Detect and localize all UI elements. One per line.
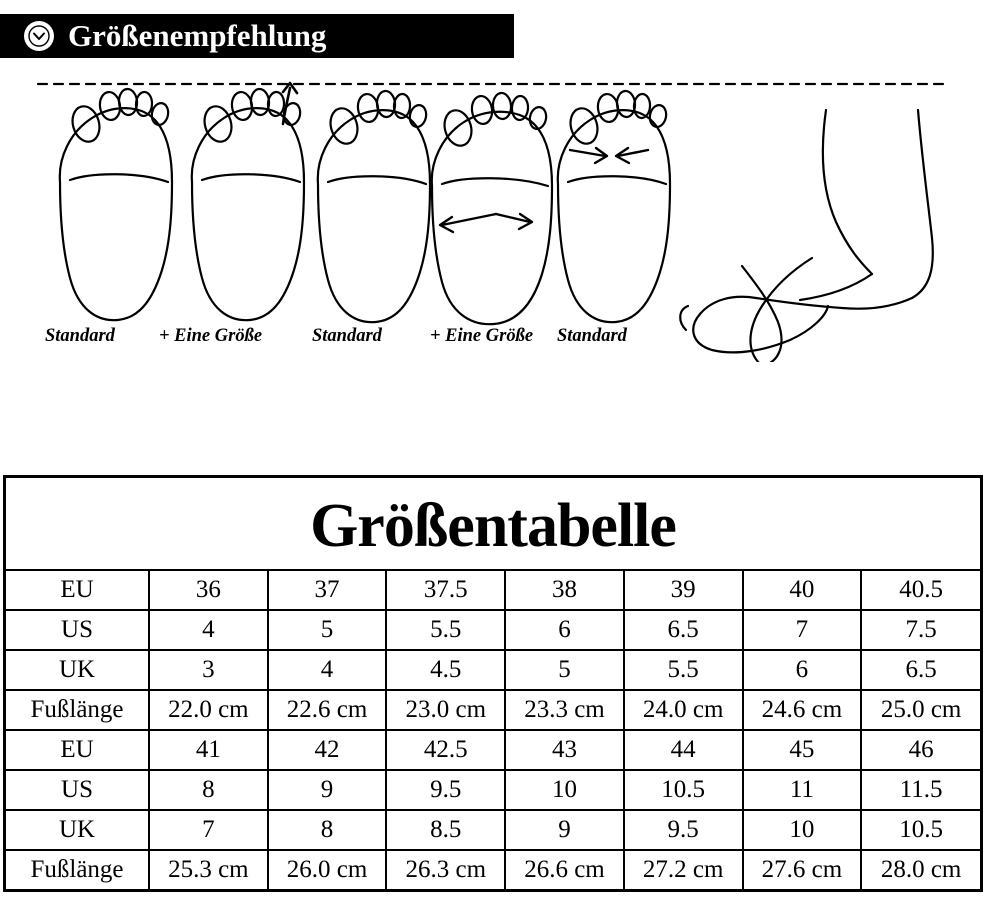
table-cell: 3	[149, 650, 268, 690]
section-header-bar	[0, 14, 514, 58]
table-cell: 22.0 cm	[149, 690, 268, 730]
table-cell: 28.0 cm	[861, 850, 980, 889]
table-cell: 27.2 cm	[624, 850, 743, 889]
table-cell: 38	[505, 570, 624, 610]
caption-standard-1: Standard	[45, 326, 115, 346]
size-chart-title: Größentabelle	[310, 492, 676, 560]
caption-standard-3: Standard	[557, 326, 627, 346]
table-cell: 41	[149, 730, 268, 770]
foot-side-profile	[680, 110, 933, 362]
foot-sole-outline-5	[558, 90, 670, 322]
table-cell: 4	[149, 610, 268, 650]
table-cell: 37.5	[386, 570, 505, 610]
table-cell: 4.5	[386, 650, 505, 690]
table-cell: 5.5	[386, 610, 505, 650]
table-cell: 42	[268, 730, 387, 770]
table-cell: 24.6 cm	[743, 690, 862, 730]
table-cell: 45	[743, 730, 862, 770]
table-cell: 26.3 cm	[386, 850, 505, 889]
table-cell: 9.5	[624, 810, 743, 850]
foot-illustration	[0, 62, 988, 362]
arrow-outward-left-icon	[440, 214, 496, 232]
table-cell: 39	[624, 570, 743, 610]
table-cell: 27.6 cm	[743, 850, 862, 889]
row-label: US	[6, 610, 149, 650]
table-cell: 10	[743, 810, 862, 850]
table-cell: 23.0 cm	[386, 690, 505, 730]
table-row	[6, 690, 980, 730]
foot-sole-outline-2	[192, 88, 304, 320]
table-cell: 4	[268, 650, 387, 690]
table-cell: 37	[268, 570, 387, 610]
table-cell: 26.6 cm	[505, 850, 624, 889]
table-cell: 43	[505, 730, 624, 770]
table-cell: 9	[268, 770, 387, 810]
row-label: EU	[6, 730, 149, 770]
table-cell: 10.5	[861, 810, 980, 850]
table-cell: 6.5	[861, 650, 980, 690]
arrow-outward-right-icon	[496, 214, 532, 229]
table-cell: 44	[624, 730, 743, 770]
row-label: Fußlänge	[6, 690, 149, 730]
table-cell: 26.0 cm	[268, 850, 387, 889]
table-cell: 25.0 cm	[861, 690, 980, 730]
foot-sole-outline-4	[432, 92, 552, 324]
table-cell: 9	[505, 810, 624, 850]
table-cell: 40.5	[861, 570, 980, 610]
table-row	[6, 730, 980, 770]
table-cell: 11.5	[861, 770, 980, 810]
foot-sole-outline-3	[318, 90, 430, 322]
table-cell: 11	[743, 770, 862, 810]
table-cell: 8.5	[386, 810, 505, 850]
chevron-down-icon	[24, 21, 54, 51]
table-cell: 7.5	[861, 610, 980, 650]
table-cell: 6	[505, 610, 624, 650]
table-cell: 7	[743, 610, 862, 650]
table-cell: 42.5	[386, 730, 505, 770]
table-cell: 5.5	[624, 650, 743, 690]
table-cell: 5	[505, 650, 624, 690]
table-cell: 24.0 cm	[624, 690, 743, 730]
caption-row	[0, 326, 988, 354]
table-cell: 10.5	[624, 770, 743, 810]
size-chart-table	[6, 569, 980, 889]
caption-plus-size-1: + Eine Größe	[159, 326, 263, 346]
table-cell: 8	[268, 810, 387, 850]
table-cell: 22.6 cm	[268, 690, 387, 730]
row-label: UK	[6, 650, 149, 690]
table-row	[6, 850, 980, 889]
table-cell: 36	[149, 570, 268, 610]
table-row	[6, 570, 980, 610]
caption-plus-size-2: + Eine Größe	[430, 326, 534, 346]
table-cell: 9.5	[386, 770, 505, 810]
table-cell: 10	[505, 770, 624, 810]
table-row	[6, 650, 980, 690]
table-cell: 5	[268, 610, 387, 650]
table-cell: 25.3 cm	[149, 850, 268, 889]
table-cell: 6	[743, 650, 862, 690]
row-label: US	[6, 770, 149, 810]
foot-sole-outline-1	[60, 88, 172, 320]
table-cell: 8	[149, 770, 268, 810]
page-title: Größenempfehlung	[68, 18, 327, 53]
arrow-inward-left-icon	[570, 148, 607, 163]
size-chart-panel	[3, 475, 983, 892]
table-cell: 40	[743, 570, 862, 610]
row-label: Fußlänge	[6, 850, 149, 889]
table-cell: 23.3 cm	[505, 690, 624, 730]
table-row	[6, 810, 980, 850]
table-cell: 6.5	[624, 610, 743, 650]
arrow-inward-right-icon	[616, 148, 648, 163]
table-cell: 7	[149, 810, 268, 850]
row-label: EU	[6, 570, 149, 610]
table-row	[6, 770, 980, 810]
table-row	[6, 610, 980, 650]
table-cell: 46	[861, 730, 980, 770]
caption-standard-2: Standard	[312, 326, 382, 346]
row-label: UK	[6, 810, 149, 850]
